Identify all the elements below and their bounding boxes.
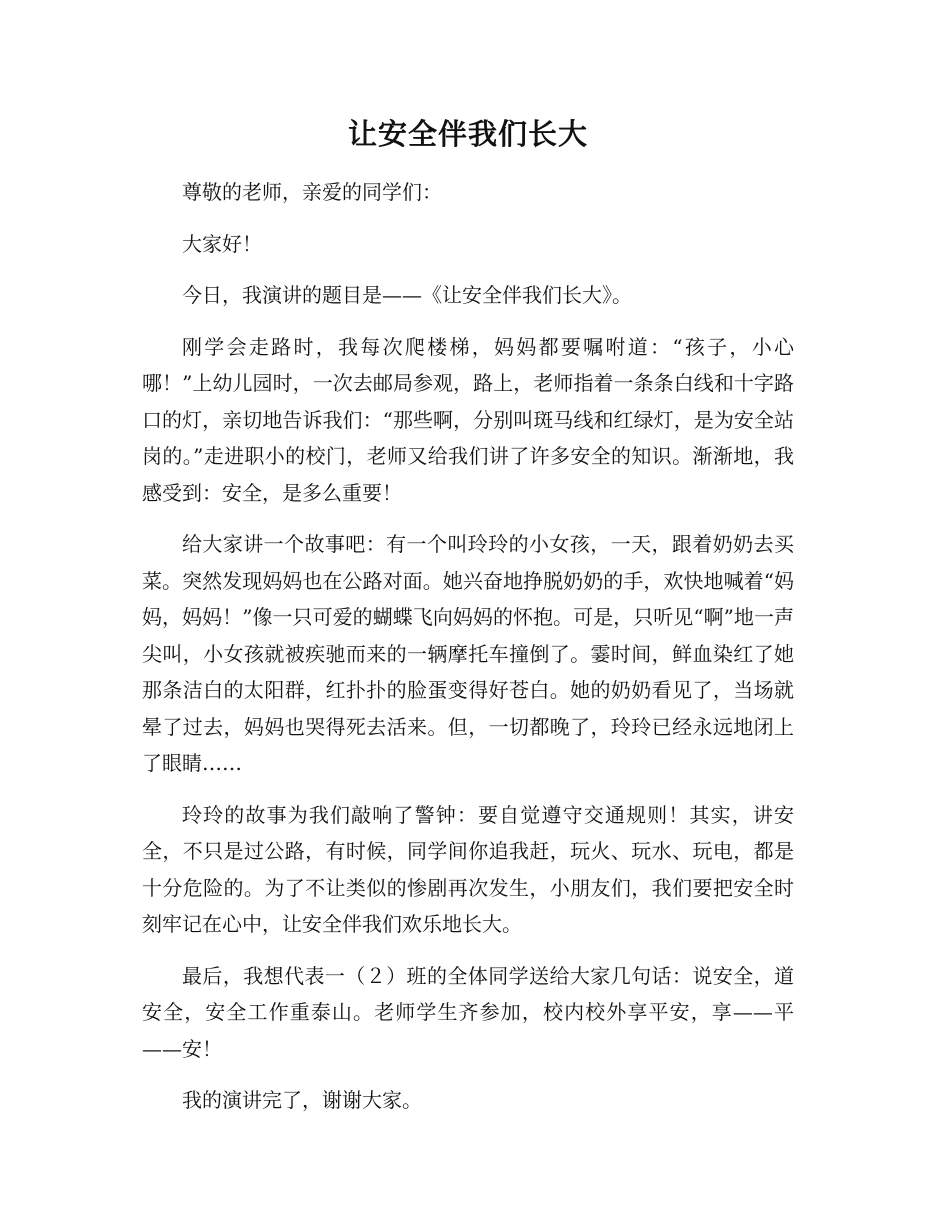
paragraph-thanks: 我的演讲完了，谢谢大家。 <box>182 1088 422 1112</box>
paragraph-hello: 大家好！ <box>182 231 262 256</box>
paragraph-greeting: 尊敬的老师，亲爱的同学们： <box>182 180 442 204</box>
document-title: 让安全伴我们长大 <box>347 117 588 151</box>
paragraph-topic: 今日，我演讲的题目是——《让安全伴我们长大》。 <box>182 283 632 307</box>
paragraph-closing-words: 最后，我想代表一（２）班的全体同学送给大家几句话：说安全，道安全，安全工作重泰山。老师学生齐参加，校内校外享平安，享——平——安！ <box>142 963 794 1061</box>
document-page <box>142 112 794 1134</box>
paragraph-lesson: 玲玲的故事为我们敲响了警钟：要自觉遵守交通规则！其实，讲安全，不只是过公路，有时候，同学间你追我赶，玩火、玩水、玩电，都是十分危险的。为了不让类似的惨剧再次发生，小朋友们，我们要把安全时刻牢记在心中，让安全伴我们欢乐地长大。 <box>142 802 794 936</box>
paragraph-story: 给大家讲一个故事吧：有一个叫玲玲的小女孩，一天，跟着奶奶去买菜。突然发现妈妈也在公路对面。她兴奋地挣脱奶奶的手，欢快地喊着“妈妈，妈妈！”像一只可爱的蝴蝶飞向妈妈的怀抱。可是，只听见“啊”地一声尖叫，小女孩就被疾驰而来的一辆摩托车撞倒了。霎时间，鲜血染红了她那条洁白的太阳群，红扑扑的脸蛋变得好苍白。她的奶奶看见了，当场就晕了过去，妈妈也哭得死去活来。但，一切都晚了，玲玲已经永远地闭上了眼睛…… <box>142 532 794 775</box>
paragraph-childhood: 刚学会走路时，我每次爬楼梯，妈妈都要嘱咐道：“孩子，小心哪！”上幼儿园时，一次去邮局参观，路上，老师指着一条条白线和十字路口的灯，亲切地告诉我们：“那些啊，分别叫斑马线和红绿灯，是为安全站岗的。”走进职小的校门，老师又给我们讲了许多安全的知识。渐渐地，我感受到：安全，是多么重要！ <box>142 334 794 505</box>
